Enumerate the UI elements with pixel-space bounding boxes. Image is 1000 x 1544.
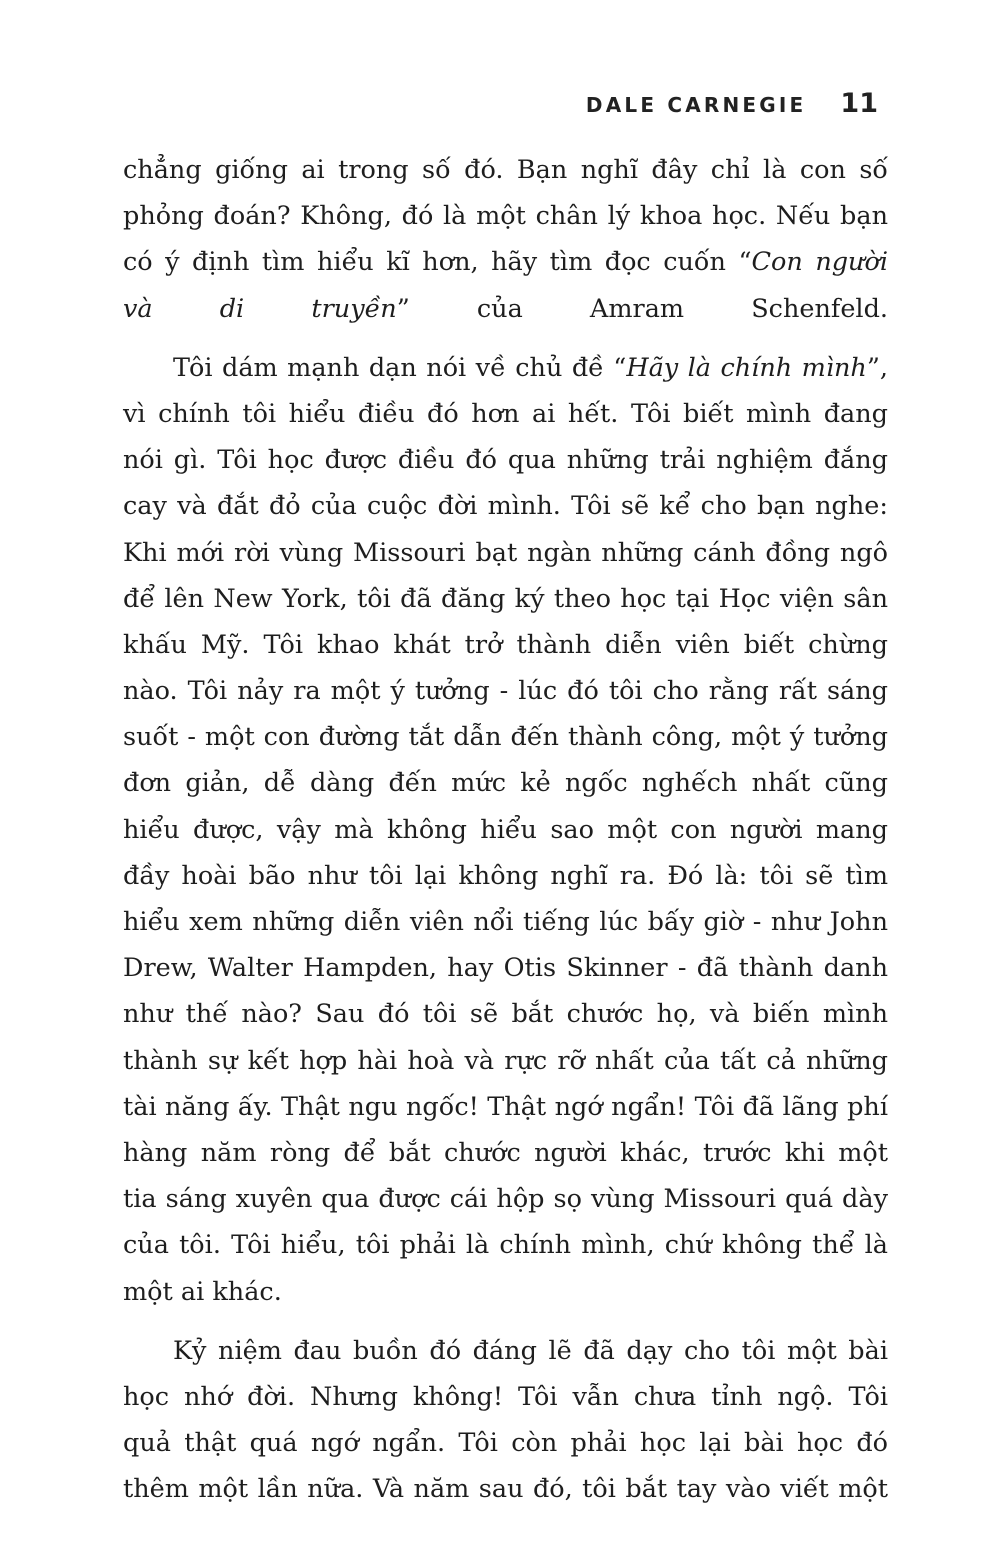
text-run: nói gì. Tôi học được điều đó qua những trải nghiệm đắng: [123, 445, 888, 476]
text-line: [123, 391, 888, 437]
text-run: để lên New York, tôi đã đăng ký theo học tại Học viện sân: [123, 583, 888, 614]
text-line: [123, 945, 888, 991]
text-line: [123, 1466, 888, 1512]
text-line: [123, 1269, 888, 1315]
text-run: một ai khác.: [123, 1276, 282, 1307]
text-line: [123, 193, 888, 239]
text-line: [123, 286, 888, 332]
text-line: [123, 1222, 888, 1268]
text-run: thành sự kết hợp hài hoà và rực rỡ nhất của tất cả những: [123, 1045, 888, 1076]
text-run: như thế nào? Sau đó tôi sẽ bắt chước họ, và biến mình: [123, 999, 888, 1030]
text-run: học nhớ đời. Nhưng không! Tôi vẫn chưa tỉnh ngộ. Tôi: [123, 1381, 888, 1412]
text-line: [123, 1084, 888, 1130]
text-line: [123, 1420, 888, 1466]
running-header: [586, 88, 878, 119]
text-run: hiểu được, vậy mà không hiểu sao một con người mang: [123, 814, 888, 845]
text-line: [123, 714, 888, 760]
text-run: nào. Tôi nảy ra một ý tưởng - lúc đó tôi cho rằng rất sáng: [123, 676, 888, 707]
text-run: ” của Amram Schenfeld.: [396, 293, 888, 324]
italic-title-text: Con người: [751, 247, 888, 278]
text-run: phỏng đoán? Không, đó là một chân lý khoa học. Nếu bạn: [123, 201, 888, 232]
text-run: chẳng giống ai trong số đó. Bạn nghĩ đây chỉ là con số: [123, 155, 888, 185]
text-run: suốt - một con đường tắt dẫn đến thành công, một ý tưởng: [123, 722, 888, 753]
paragraph: [123, 147, 888, 332]
text-line: [123, 991, 888, 1037]
text-line: [123, 622, 888, 668]
text-line: [123, 576, 888, 622]
text-run: đơn giản, dễ dàng đến mức kẻ ngốc nghếch nhất cũng: [123, 768, 888, 799]
text-line: [123, 760, 888, 806]
text-line: [123, 1374, 888, 1420]
text-line: [123, 1176, 888, 1222]
text-run: Drew, Walter Hampden, hay Otis Skinner - đã thành danh: [123, 953, 888, 984]
text-run: Khi mới rời vùng Missouri bạt ngàn những cánh đồng ngô: [123, 537, 888, 568]
text-line: [123, 668, 888, 714]
paragraph: [123, 1328, 888, 1513]
text-line: [123, 853, 888, 899]
text-run: tia sáng xuyên qua được cái hộp sọ vùng Missouri quá dày: [123, 1184, 888, 1215]
text-run: Kỷ niệm đau buồn đó đáng lẽ đã dạy cho tôi một bài: [173, 1335, 888, 1366]
page-number: 11: [840, 88, 878, 119]
text-run: khấu Mỹ. Tôi khao khát trở thành diễn viên biết chừng: [123, 629, 888, 660]
body-text: [123, 147, 888, 1512]
text-run: vì chính tôi hiểu điều đó hơn ai hết. Tôi biết mình đang: [123, 398, 888, 429]
text-line: [123, 1038, 888, 1084]
text-run: tài năng ấy. Thật ngu ngốc! Thật ngớ ngẩn! Tôi đã lãng phí: [123, 1091, 888, 1122]
paragraph: [123, 345, 888, 1315]
text-line: [123, 530, 888, 576]
text-line: [123, 807, 888, 853]
text-run: đầy hoài bão như tôi lại không nghĩ ra. Đó là: tôi sẽ tìm: [123, 860, 888, 891]
text-line: [123, 345, 888, 391]
text-line: [123, 239, 888, 285]
text-line: [123, 437, 888, 483]
text-line: [123, 483, 888, 529]
italic-title-text: Hãy là chính mình: [626, 352, 867, 383]
text-run: hàng năm ròng để bắt chước người khác, trước khi một: [123, 1137, 888, 1168]
text-run: thêm một lần nữa. Và năm sau đó, tôi bắt tay vào viết một: [123, 1474, 888, 1505]
text-run: hiểu xem những diễn viên nổi tiếng lúc bấy giờ - như John: [123, 907, 888, 937]
text-line: [123, 1130, 888, 1176]
author-name: DALE CARNEGIE: [585, 93, 807, 117]
italic-title-text: và di truyền: [123, 293, 397, 324]
text-line: [123, 147, 888, 193]
text-run: Tôi dám mạnh dạn nói về chủ đề “: [173, 352, 627, 383]
text-line: [123, 899, 888, 945]
text-line: [123, 1328, 888, 1374]
text-run: có ý định tìm hiểu kĩ hơn, hãy tìm đọc cuốn “: [123, 247, 752, 278]
text-run: cay và đắt đỏ của cuộc đời mình. Tôi sẽ kể cho bạn nghe:: [123, 491, 888, 522]
text-run: ”,: [866, 352, 888, 383]
text-run: quả thật quá ngớ ngẩn. Tôi còn phải học lại bài học đó: [123, 1428, 888, 1459]
text-run: của tôi. Tôi hiểu, tôi phải là chính mình, chứ không thể là: [123, 1230, 888, 1261]
